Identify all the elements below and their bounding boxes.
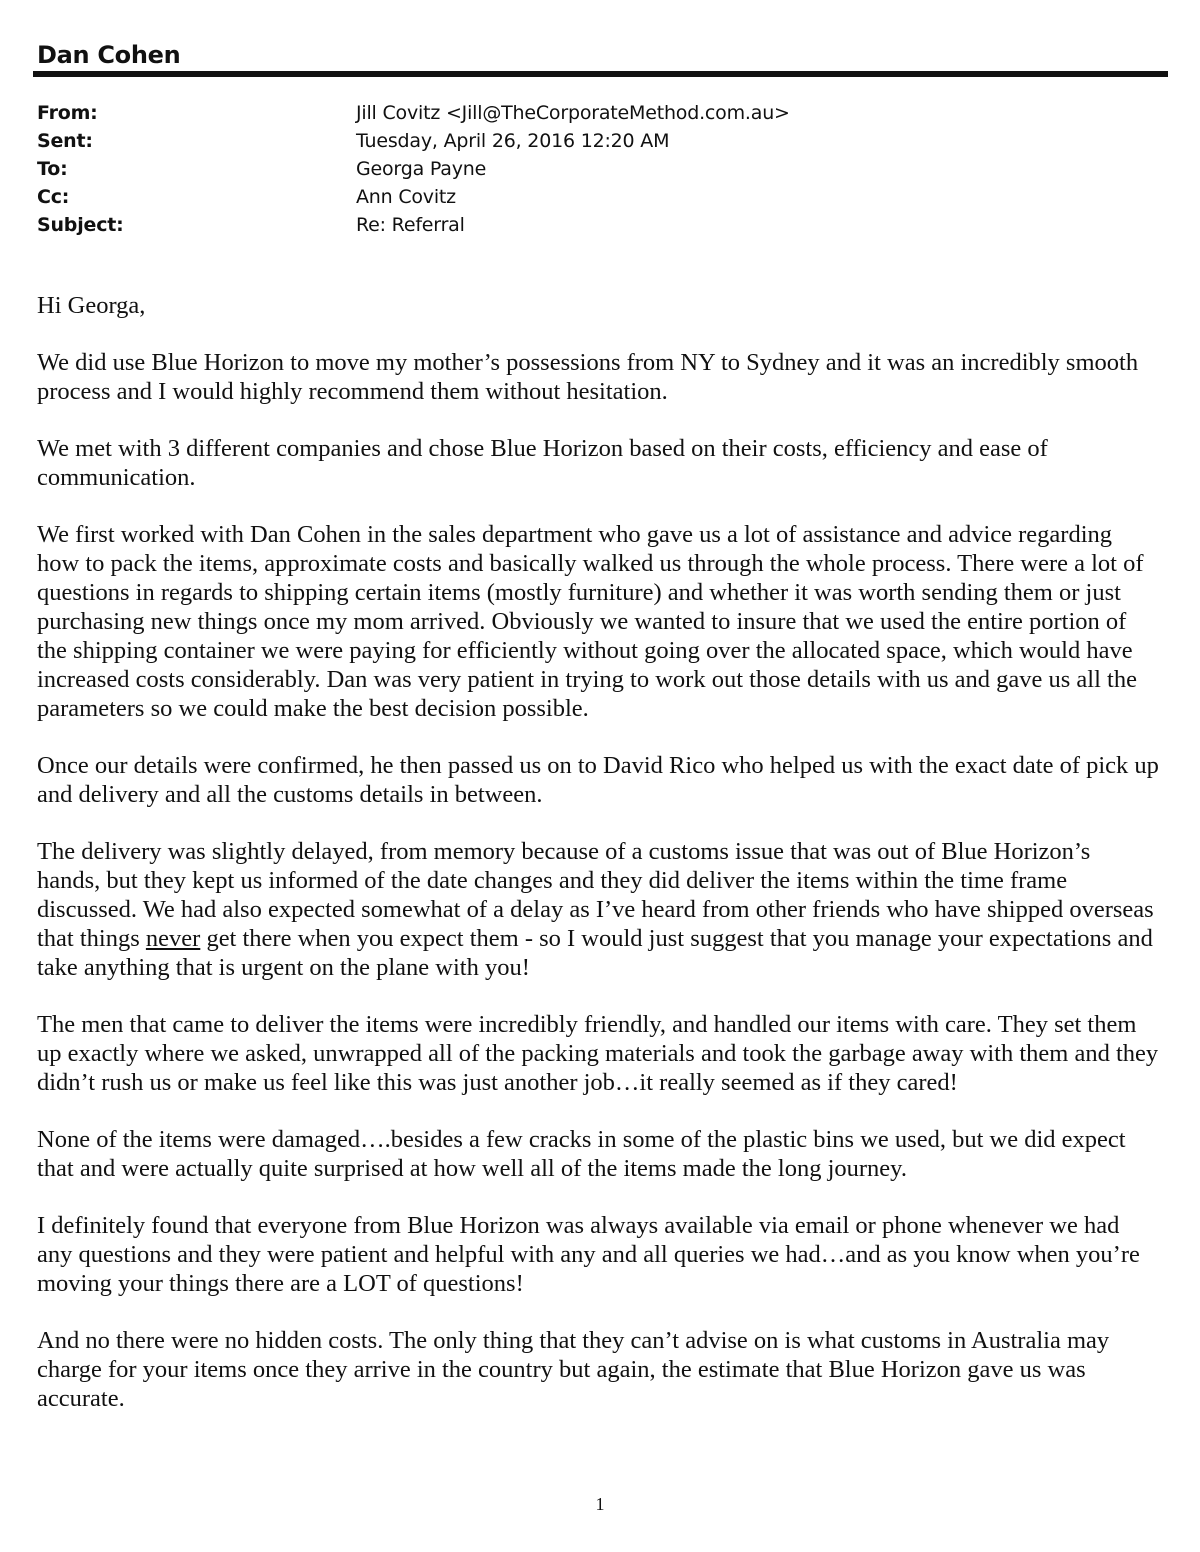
to-label: To:: [37, 158, 68, 180]
page-title: Dan Cohen: [37, 41, 181, 69]
paragraph-sales: We first worked with Dan Cohen in the sales department who gave us a lot of assistance and advice regarding how to pack the items, approximate costs and basically walked us through the whole process. There were a lot of questions in regards to shipping certain items (mostly furniture) and whether it was worth sending them or just purchasing new things once my mom arrived. Obviously we wanted to insure that we used the entire portion of the shipping container we were paying for efficiently without going over the allocated space, which would have increased costs considerably. Dan was very patient in trying to work out those details with us and gave us all the parameters so we could make the best decision possible.: [37, 521, 1144, 722]
paragraph-delivery-text-end: get there when you expect them - so I would just suggest that you manage your expectations and take anything that is urgent on the plane with you!: [37, 925, 1153, 981]
paragraph-companies: We met with 3 different companies and chose Blue Horizon based on their costs, efficiency and ease of communication.: [37, 435, 1048, 491]
sent-value: Tuesday, April 26, 2016 12:20 AM: [356, 130, 670, 152]
from-row: [37, 99, 1157, 127]
paragraph-delivery: [37, 837, 1159, 982]
sent-label: Sent:: [37, 130, 93, 152]
subject-row: [37, 211, 1157, 239]
greeting: Hi Georga,: [37, 292, 146, 319]
to-value: Georga Payne: [356, 158, 487, 180]
paragraph-damage: None of the items were damaged….besides a few cracks in some of the plastic bins we used, but we did expect that and were actually quite surprised at how well all of the items made the long journey.: [37, 1126, 1126, 1182]
paragraph-costs: And no there were no hidden costs. The only thing that they can’t advise on is what customs in Australia may charge for your items once they arrive in the country but again, the estimate that Blue Horizon gave us was accurate.: [37, 1327, 1110, 1412]
cc-label: Cc:: [37, 186, 70, 208]
subject-label: Subject:: [37, 214, 124, 236]
heading-divider: [33, 71, 1168, 77]
to-row: [37, 155, 1157, 183]
page-number: 1: [595, 1494, 605, 1514]
paragraph-availability: I definitely found that everyone from Blue Horizon was always available via email or phone whenever we had any questions and they were patient and helpful with any and all queries we had…and as you know when you’re moving your things there are a LOT of questions!: [37, 1212, 1140, 1297]
subject-value: Re: Referral: [356, 214, 465, 236]
from-label: From:: [37, 102, 98, 124]
cc-value: Ann Covitz: [356, 186, 456, 208]
email-header: [37, 99, 1157, 239]
paragraph-delivery-text-start: The delivery was slightly delayed, from memory because of a customs issue that was out of Blue Horizon’s hands, but they kept us informed of the date changes and they did deliver the items within the time frame discussed. We had also expected somewhat of a delay as I’ve heard from other friends who have shipped overseas that things: [37, 838, 1154, 952]
cc-row: [37, 183, 1157, 211]
from-value: Jill Covitz <Jill@TheCorporateMethod.com.au>: [356, 102, 790, 124]
paragraph-details: Once our details were confirmed, he then passed us on to David Rico who helped us with the exact date of pick up and delivery and all the customs details in between.: [37, 752, 1159, 808]
paragraph-recommendation: We did use Blue Horizon to move my mother’s possessions from NY to Sydney and it was an incredibly smooth process and I would highly recommend them without hesitation.: [37, 349, 1139, 405]
underlined-word: never: [145, 925, 201, 952]
sent-row: [37, 127, 1157, 155]
email-body: [37, 291, 1159, 1441]
paragraph-movers: The men that came to deliver the items were incredibly friendly, and handled our items with care. They set them up exactly where we asked, unwrapped all of the packing materials and took the garbage away with them and they didn’t rush us or make us feel like this was just another job…it really seemed as if they cared!: [37, 1011, 1159, 1096]
